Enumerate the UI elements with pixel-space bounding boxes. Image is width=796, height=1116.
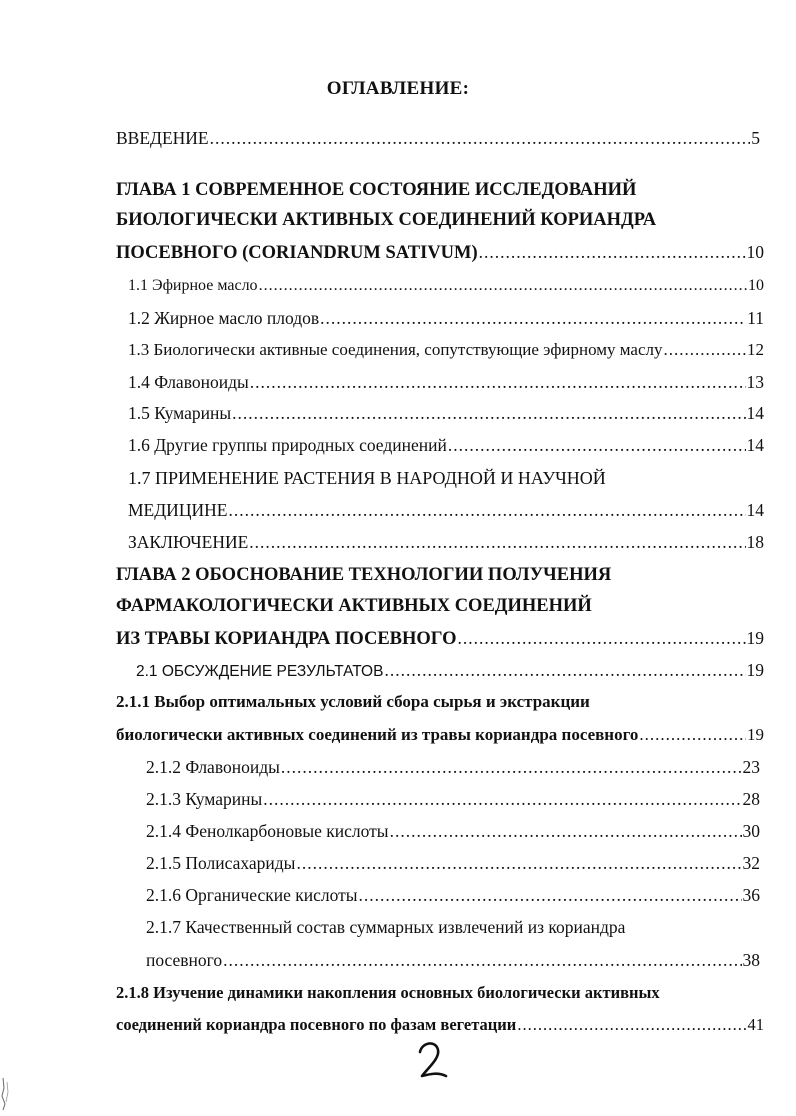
- page-number: 36: [742, 885, 760, 905]
- leader-dots: [517, 1013, 746, 1037]
- toc-entry-2-1-7-line1[interactable]: 2.1.7 Качественный состав суммарных извлечений из кориандра: [146, 917, 626, 937]
- handwritten-page-number: [412, 1038, 452, 1082]
- toc-entry-2-1-1-line2[interactable]: биологически активных соединений из травы кориандра посевного ..... 19: [116, 723, 764, 747]
- toc-chapter-1-line2[interactable]: БИОЛОГИЧЕСКИ АКТИВНЫХ СОЕДИНЕНИЙ КОРИАНДРА: [116, 210, 657, 230]
- toc-chapter-2-line3[interactable]: ИЗ ТРАВЫ КОРИАНДРА ПОСЕВНОГО ..... 19: [116, 626, 764, 651]
- page-number: 14: [746, 500, 764, 520]
- page-number: 19: [747, 725, 764, 744]
- toc-entry-2-1-3[interactable]: 2.1.3 Кумарины ..... 28: [146, 787, 760, 811]
- toc-entry-2-1-2[interactable]: 2.1.2 Флавоноиды ..... 23: [146, 755, 760, 779]
- leader-dots: [479, 240, 746, 264]
- toc-entry-2-1-7-line2[interactable]: посевного ..... 38: [146, 948, 760, 972]
- page-number: 10: [746, 242, 764, 262]
- toc-entry-1-7-line1[interactable]: 1.7 ПРИМЕНЕНИЕ РАСТЕНИЯ В НАРОДНОЙ И НАУЧНОЙ: [128, 468, 606, 488]
- page-number: 14: [746, 435, 764, 455]
- page-number: 19: [746, 660, 764, 680]
- leader-dots: [639, 723, 746, 747]
- toc-entry-2-1-5[interactable]: 2.1.5 Полисахариды ..... 32: [146, 851, 760, 875]
- toc-entry-2-1-8-line2[interactable]: соединений кориандра посевного по фазам вегетации ..... 41: [116, 1013, 764, 1037]
- toc-entry-2-1-1-line1[interactable]: 2.1.1 Выбор оптимальных условий сбора сырья и экстракции: [116, 692, 590, 711]
- leader-dots: [259, 274, 747, 298]
- leader-dots: [458, 626, 746, 650]
- toc-chapter-1-line1[interactable]: ГЛАВА 1 СОВРЕМЕННОЕ СОСТОЯНИЕ ИССЛЕДОВАНИЙ: [116, 180, 637, 200]
- page-number: 5: [751, 128, 760, 148]
- toc-entry-intro[interactable]: ВВЕДЕНИЕ ..... 5: [116, 126, 760, 150]
- page-number: 12: [747, 340, 764, 359]
- leader-dots: [228, 498, 745, 522]
- toc-entry-1-3[interactable]: 1.3 Биологически активные соединения, сопутствующие эфирному маслу ..... 12: [128, 338, 764, 362]
- leader-dots: [249, 530, 745, 554]
- leader-dots: [232, 401, 745, 425]
- toc-entry-conclusion[interactable]: ЗАКЛЮЧЕНИЕ ..... 18: [128, 530, 764, 554]
- leader-dots: [263, 787, 741, 811]
- page-number: 14: [746, 403, 764, 423]
- toc-chapter-1-line3[interactable]: ПОСЕВНОГО (CORIANDRUM SATIVUM) ..... 10: [116, 240, 764, 265]
- toc-entry-1-1[interactable]: 1.1 Эфирное масло ..... 10: [128, 274, 764, 298]
- leader-dots: [223, 948, 741, 972]
- page-number: 11: [747, 308, 764, 328]
- page-number: 41: [747, 1015, 764, 1034]
- toc-entry-1-4[interactable]: 1.4 Флавоноиды ..... 13: [128, 370, 764, 394]
- toc-entry-1-5[interactable]: 1.5 Кумарины ..... 14: [128, 401, 764, 425]
- leader-dots: [296, 851, 741, 875]
- toc-entry-1-7-line2[interactable]: МЕДИЦИНЕ ..... 14: [128, 498, 764, 522]
- leader-dots: [384, 658, 745, 682]
- page-number: 18: [746, 532, 764, 552]
- toc-title: ОГЛАВЛЕНИЕ:: [326, 78, 470, 99]
- toc-entry-2-1-4[interactable]: 2.1.4 Фенолкарбоновые кислоты ..... 30: [146, 819, 760, 843]
- leader-dots: [210, 126, 751, 150]
- leader-dots: [663, 338, 746, 362]
- leader-dots: [390, 819, 742, 843]
- page-number: 19: [746, 628, 764, 648]
- page-number: 32: [742, 853, 760, 873]
- page-number: 30: [742, 821, 760, 841]
- page-number: 13: [746, 372, 764, 392]
- toc-entry-1-6[interactable]: 1.6 Другие группы природных соединений ..... 14: [128, 433, 764, 457]
- leader-dots: [448, 433, 746, 457]
- leader-dots: [359, 883, 742, 907]
- page-number: 10: [748, 277, 764, 294]
- page-number: 38: [742, 950, 760, 970]
- toc-entry-2-1-8-line1[interactable]: 2.1.8 Изучение динамики накопления основных биологически активных: [116, 983, 660, 1002]
- toc-chapter-2-line1[interactable]: ГЛАВА 2 ОБОСНОВАНИЕ ТЕХНОЛОГИИ ПОЛУЧЕНИЯ: [116, 565, 612, 585]
- page-number: 23: [742, 757, 760, 777]
- leader-dots: [250, 370, 746, 394]
- toc-entry-2-1-6[interactable]: 2.1.6 Органические кислоты ..... 36: [146, 883, 760, 907]
- toc-entry-1-2[interactable]: 1.2 Жирное масло плодов ..... 11: [128, 306, 764, 330]
- toc-chapter-2-line2[interactable]: ФАРМАКОЛОГИЧЕСКИ АКТИВНЫХ СОЕДИНЕНИЙ: [116, 596, 592, 616]
- scan-edge-mark: [0, 1076, 14, 1112]
- page-number: 28: [742, 789, 760, 809]
- toc-entry-2-1[interactable]: 2.1 ОБСУЖДЕНИЕ РЕЗУЛЬТАТОВ ..... 19: [136, 658, 764, 684]
- leader-dots: [320, 306, 746, 330]
- leader-dots: [281, 755, 742, 779]
